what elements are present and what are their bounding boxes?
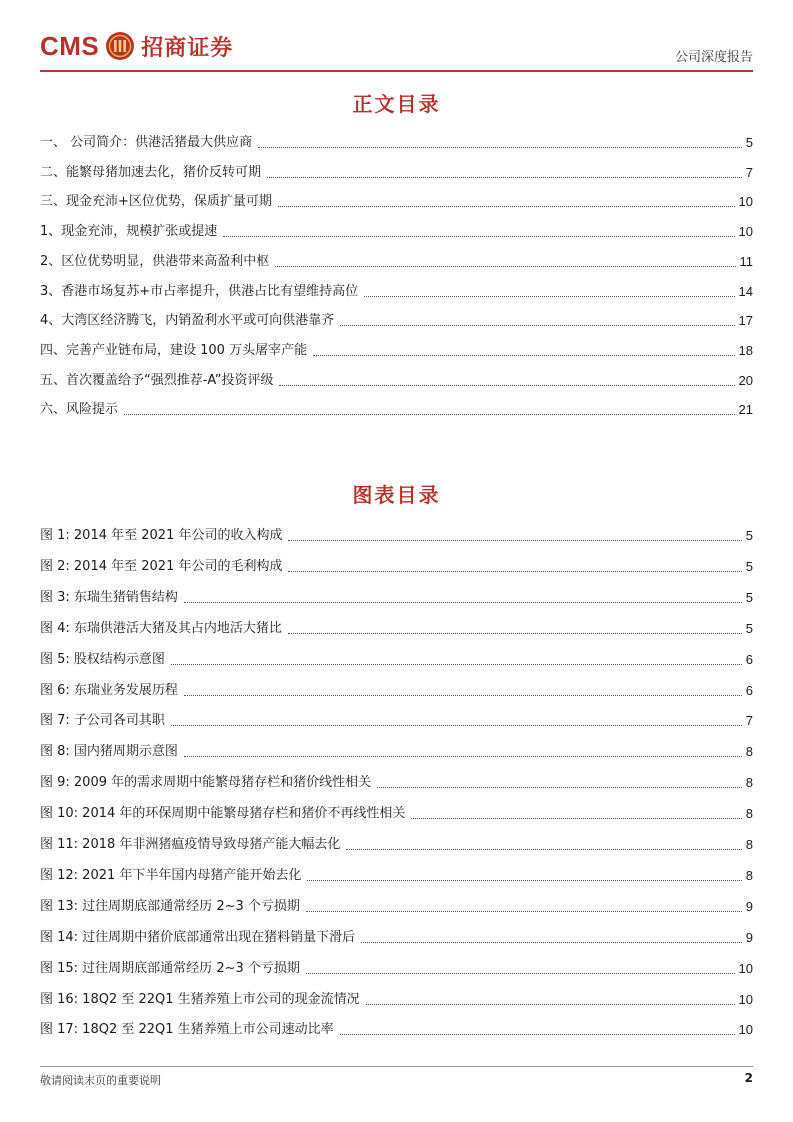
company-logo: [40, 26, 233, 66]
toc-dot-leader: [171, 664, 742, 665]
toc-entry-page: 9: [745, 898, 753, 914]
toc-entry-label: 五、首次覆盖给予“强烈推荐-A”投资评级: [40, 372, 274, 388]
toc-entry-page: 9: [745, 929, 753, 945]
logo-chinese-name: 招商证券: [141, 34, 234, 61]
figure-toc-entry[interactable]: [40, 1017, 753, 1039]
toc-entry-label: 图 14: 过往周期中猪价底部通常出现在猪料销量下滑后: [40, 929, 356, 945]
toc-entry-page: 5: [745, 620, 753, 636]
figure-toc-entry[interactable]: [40, 523, 753, 545]
toc-entry-page: 18: [738, 342, 753, 358]
toc-dot-leader: [288, 571, 741, 572]
toc-entry-label: 图 7: 子公司各司其职: [40, 713, 165, 729]
toc-entry-page: 11: [739, 253, 753, 269]
toc-entry-page: 10: [738, 194, 753, 210]
toc-dot-leader: [223, 236, 734, 237]
toc-entry-page: 14: [738, 283, 753, 299]
main-toc-entry[interactable]: [40, 219, 753, 241]
toc-entry-label: 图 16: 18Q2 至 22Q1 生猪养殖上市公司的现金流情况: [40, 991, 360, 1007]
toc-dot-leader: [171, 725, 742, 726]
toc-entry-label: 图 10: 2014 年的环保周期中能繁母猪存栏和猪价不再线性相关: [40, 806, 406, 822]
toc-dot-leader: [346, 849, 741, 850]
toc-entry-page: 7: [745, 713, 753, 729]
toc-entry-label: 4、大湾区经济腾飞，内销盈利水平或可向供港靠齐: [40, 313, 335, 329]
figure-toc-title: 图表目录: [352, 483, 441, 507]
figure-toc-entry[interactable]: [40, 739, 753, 761]
toc-entry-page: 8: [745, 775, 753, 791]
figure-toc-entry[interactable]: [40, 863, 753, 885]
toc-entry-label: 四、完善产业链布局，建设 100 万头屠宰产能: [40, 342, 308, 358]
toc-dot-leader: [306, 911, 742, 912]
toc-entry-page: 5: [745, 528, 753, 543]
figure-toc-entry[interactable]: [40, 770, 753, 792]
figure-toc-entry[interactable]: [40, 925, 753, 947]
toc-dot-leader: [275, 266, 735, 267]
toc-entry-page: 6: [745, 682, 753, 698]
toc-entry-page: 5: [745, 558, 753, 574]
main-toc-entry[interactable]: [40, 160, 753, 182]
logo-emblem-icon: [105, 31, 135, 61]
toc-entry-label: 图 6: 东瑞业务发展历程: [40, 682, 178, 698]
toc-dot-leader: [306, 973, 735, 974]
toc-dot-leader: [278, 206, 735, 207]
toc-dot-leader: [184, 695, 742, 696]
page-number: 2: [744, 1071, 753, 1085]
toc-entry-page: 8: [745, 806, 753, 822]
logo-text: CMS: [40, 30, 100, 61]
toc-dot-leader: [361, 942, 742, 943]
toc-entry-page: 8: [745, 867, 753, 883]
toc-entry-label: 图 13: 过往周期底部通常经历 2~3 个亏损期: [40, 898, 300, 914]
toc-dot-leader: [184, 756, 742, 757]
figure-toc-entry[interactable]: [40, 832, 753, 854]
toc-entry-label: 图 15: 过往周期底部通常经历 2~3 个亏损期: [40, 960, 300, 976]
toc-entry-page: 5: [745, 135, 753, 150]
toc-entry-page: 21: [738, 402, 753, 418]
toc-entry-label: 图 5: 股权结构示意图: [40, 651, 165, 667]
toc-entry-label: 三、现金充沛+区位优势，保质扩量可期: [40, 194, 272, 210]
toc-entry-page: 8: [745, 744, 753, 760]
toc-entry-page: 10: [738, 960, 753, 976]
toc-entry-page: 10: [738, 1022, 753, 1038]
toc-dot-leader: [307, 880, 741, 881]
main-toc-entry[interactable]: [40, 279, 753, 301]
toc-dot-leader: [366, 1004, 735, 1005]
main-toc-entry[interactable]: [40, 308, 753, 330]
toc-entry-label: 2、区位优势明显，供港带来高盈利中枢: [40, 253, 270, 269]
header-divider: [40, 70, 753, 72]
toc-entry-page: 7: [745, 164, 753, 180]
toc-entry-label: 六、风险提示: [40, 402, 119, 418]
toc-entry-page: 8: [745, 837, 753, 852]
document-type: 公司深度报告: [674, 50, 753, 65]
toc-entry-label: 图 8: 国内猪周期示意图: [40, 744, 178, 760]
figure-toc-entry[interactable]: [40, 708, 753, 730]
toc-entry-label: 二、能繁母猪加速去化，猪价反转可期: [40, 164, 262, 180]
toc-entry-label: 一、 公司简介：供港活猪最大供应商: [40, 135, 253, 150]
toc-entry-label: 1、现金充沛，规模扩张或提速: [40, 224, 218, 240]
toc-dot-leader: [364, 296, 734, 297]
figure-toc-entry[interactable]: [40, 894, 753, 916]
toc-entry-label: 图 17: 18Q2 至 22Q1 生猪养殖上市公司速动比率: [40, 1022, 334, 1038]
main-toc-entry[interactable]: [40, 130, 753, 152]
main-toc-entry[interactable]: [40, 397, 753, 419]
toc-dot-leader: [377, 787, 742, 788]
toc-entry-label: 图 12: 2021 年下半年国内母猪产能开始去化: [40, 867, 302, 883]
figure-toc-entry[interactable]: [40, 987, 753, 1009]
figure-toc-entry[interactable]: [40, 678, 753, 700]
toc-dot-leader: [288, 540, 741, 541]
figure-toc-entry[interactable]: [40, 801, 753, 823]
toc-dot-leader: [340, 325, 734, 326]
main-toc-entry[interactable]: [40, 249, 753, 271]
toc-entry-label: 图 1: 2014 年至 2021 年公司的收入构成: [40, 528, 283, 543]
toc-entry-page: 10: [738, 991, 753, 1007]
toc-entry-page: 10: [738, 224, 753, 240]
toc-entry-label: 图 3: 东瑞生猪销售结构: [40, 589, 178, 605]
figure-toc-entry[interactable]: [40, 554, 753, 576]
toc-dot-leader: [124, 414, 735, 415]
figure-toc-entry[interactable]: [40, 956, 753, 978]
toc-dot-leader: [279, 385, 734, 386]
main-toc-entry[interactable]: [40, 338, 753, 360]
figure-toc-entry[interactable]: [40, 585, 753, 607]
main-toc-entry[interactable]: [40, 189, 753, 211]
toc-dot-leader: [258, 147, 742, 148]
toc-entry-label: 3、香港市场复苏+市占率提升，供港占比有望维持高位: [40, 283, 359, 299]
toc-entry-label: 图 2: 2014 年至 2021 年公司的毛利构成: [40, 558, 283, 574]
main-toc-entry[interactable]: [40, 368, 753, 390]
toc-dot-leader: [184, 602, 742, 603]
toc-dot-leader: [313, 355, 734, 356]
toc-entry-label: 图 11: 2018 年非洲猪瘟疫情导致母猪产能大幅去化: [40, 837, 341, 852]
toc-dot-leader: [267, 177, 742, 178]
toc-entry-page: 17: [738, 313, 753, 329]
toc-entry-label: 图 9: 2009 年的需求周期中能繁母猪存栏和猪价线性相关: [40, 775, 372, 791]
page-header: [40, 26, 753, 68]
figure-toc-entry[interactable]: [40, 616, 753, 638]
toc-entry-page: 6: [745, 651, 753, 667]
footer-notice: 敬请阅读末页的重要说明: [40, 1074, 161, 1087]
toc-entry-page: 20: [738, 372, 753, 388]
footer-divider: [40, 1066, 753, 1067]
toc-dot-leader: [340, 1034, 735, 1035]
figure-toc-entry[interactable]: [40, 647, 753, 669]
main-toc-title: 正文目录: [352, 92, 441, 116]
toc-entry-page: 5: [745, 589, 753, 605]
toc-entry-label: 图 4: 东瑞供港活大猪及其占内地活大猪比: [40, 620, 282, 636]
toc-dot-leader: [411, 818, 741, 819]
toc-dot-leader: [288, 633, 742, 634]
